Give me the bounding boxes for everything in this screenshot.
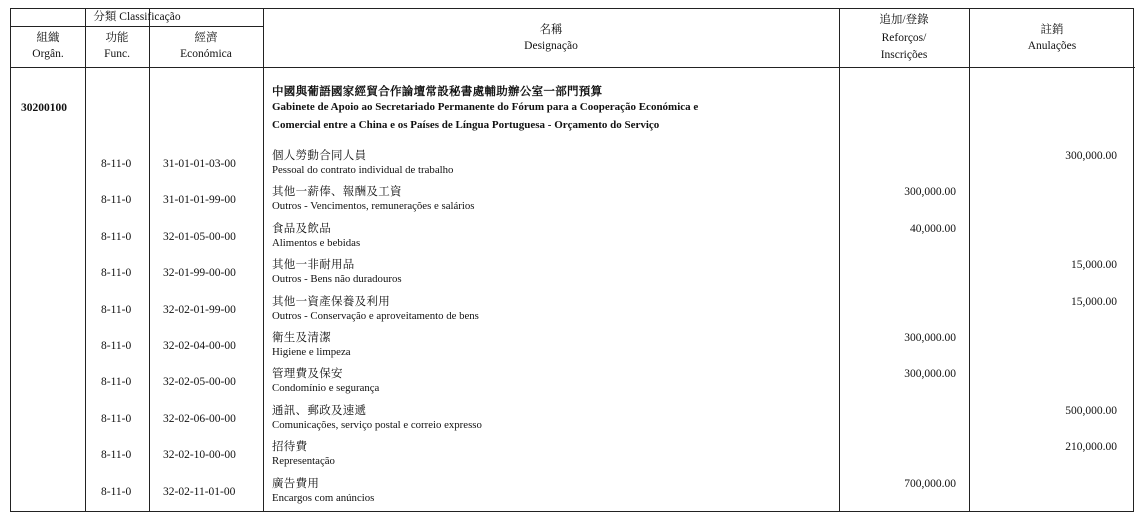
designation-header-pt: Designação <box>524 40 578 52</box>
item-name-pt: Condomínio e segurança <box>272 382 380 394</box>
econ-header-pt: Económica <box>180 48 232 60</box>
section-title-pt-line1: Gabinete de Apoio ao Secretariado Permanente do Fórum para a Cooperação Económica e <box>272 101 699 113</box>
col-divider <box>149 9 150 511</box>
item-name-zh: 其他一非耐用品 <box>272 259 355 271</box>
func-code: 8-11-0 <box>101 231 132 243</box>
reinforcements-header-pt2: Inscrições <box>880 49 928 61</box>
designation-header-zh: 名稱 <box>539 24 563 36</box>
econ-code: 32-02-10-00-00 <box>163 449 236 461</box>
func-code: 8-11-0 <box>101 194 132 206</box>
item-name-zh: 其他一資產保養及利用 <box>272 296 390 308</box>
item-name-zh: 廣告費用 <box>272 478 320 490</box>
econ-code: 32-02-11-01-00 <box>163 486 236 498</box>
econ-code: 31-01-01-99-00 <box>163 194 236 206</box>
header-subdivider <box>11 26 263 27</box>
annulment-amount: 210,000.00 <box>1065 441 1117 453</box>
organ-header-zh: 組織 <box>36 32 60 44</box>
econ-code: 32-01-99-00-00 <box>163 267 236 279</box>
func-code: 8-11-0 <box>101 413 132 425</box>
item-name-zh: 衛生及清潔 <box>272 332 331 344</box>
reinforcements-header-pt1: Reforços/ <box>881 32 927 44</box>
item-name-pt: Representação <box>272 455 335 467</box>
item-name-zh: 食品及飲品 <box>272 223 331 235</box>
econ-code: 32-02-04-00-00 <box>163 340 236 352</box>
col-divider <box>839 9 840 511</box>
func-code: 8-11-0 <box>101 304 132 316</box>
econ-code: 32-02-06-00-00 <box>163 413 236 425</box>
header-bottom-line <box>11 67 1135 68</box>
reinforcement-amount: 300,000.00 <box>904 368 956 380</box>
func-code: 8-11-0 <box>101 376 132 388</box>
item-name-pt: Pessoal do contrato individual de trabalho <box>272 164 454 176</box>
item-name-pt: Higiene e limpeza <box>272 346 351 358</box>
classification-header: 分類 Classificação <box>93 11 181 23</box>
item-name-pt: Encargos com anúncios <box>272 492 375 504</box>
item-name-zh: 其他一薪俸、報酬及工資 <box>272 186 402 198</box>
econ-header-zh: 經濟 <box>194 32 218 44</box>
budget-table <box>10 8 1134 512</box>
annulments-header-zh: 註銷 <box>1040 24 1064 36</box>
item-name-zh: 招待費 <box>272 441 308 453</box>
item-name-pt: Comunicações, serviço postal e correio expresso <box>272 419 482 431</box>
col-divider <box>263 9 264 511</box>
organ-code: 30200100 <box>21 102 67 114</box>
annulment-amount: 15,000.00 <box>1071 296 1117 308</box>
reinforcements-header-zh: 追加/登錄 <box>879 14 929 26</box>
col-divider <box>85 9 86 511</box>
reinforcement-amount: 300,000.00 <box>904 332 956 344</box>
func-header-zh: 功能 <box>105 32 129 44</box>
annulment-amount: 15,000.00 <box>1071 259 1117 271</box>
func-code: 8-11-0 <box>101 449 132 461</box>
organ-header-pt: Orgân. <box>32 48 64 60</box>
item-name-pt: Alimentos e bebidas <box>272 237 361 249</box>
item-name-zh: 個人勞動合同人員 <box>272 150 367 162</box>
col-divider <box>969 9 970 511</box>
section-title-pt-line2: Comercial entre a China e os Países de Língua Portuguesa - Orçamento do Serviço <box>272 119 660 131</box>
reinforcement-amount: 40,000.00 <box>910 223 956 235</box>
annulment-amount: 500,000.00 <box>1065 405 1117 417</box>
func-header-pt: Func. <box>104 48 130 60</box>
func-code: 8-11-0 <box>101 158 132 170</box>
item-name-pt: Outros - Vencimentos, remunerações e salários <box>272 200 475 212</box>
item-name-zh: 管理費及保安 <box>272 368 343 380</box>
annulment-amount: 300,000.00 <box>1065 150 1117 162</box>
section-title-zh: 中國與葡語國家經貿合作論壇常設秘書處輔助辦公室一部門預算 <box>272 86 603 98</box>
item-name-pt: Outros - Bens não duradouros <box>272 273 402 285</box>
reinforcement-amount: 700,000.00 <box>904 478 956 490</box>
econ-code: 32-02-01-99-00 <box>163 304 236 316</box>
func-code: 8-11-0 <box>101 340 132 352</box>
reinforcement-amount: 300,000.00 <box>904 186 956 198</box>
econ-code: 32-01-05-00-00 <box>163 231 236 243</box>
annulments-header-pt: Anulações <box>1027 40 1077 52</box>
item-name-zh: 通訊、郵政及速遞 <box>272 405 367 417</box>
econ-code: 32-02-05-00-00 <box>163 376 236 388</box>
item-name-pt: Outros - Conservação e aproveitamento de bens <box>272 310 479 322</box>
econ-code: 31-01-01-03-00 <box>163 158 236 170</box>
func-code: 8-11-0 <box>101 486 132 498</box>
func-code: 8-11-0 <box>101 267 132 279</box>
